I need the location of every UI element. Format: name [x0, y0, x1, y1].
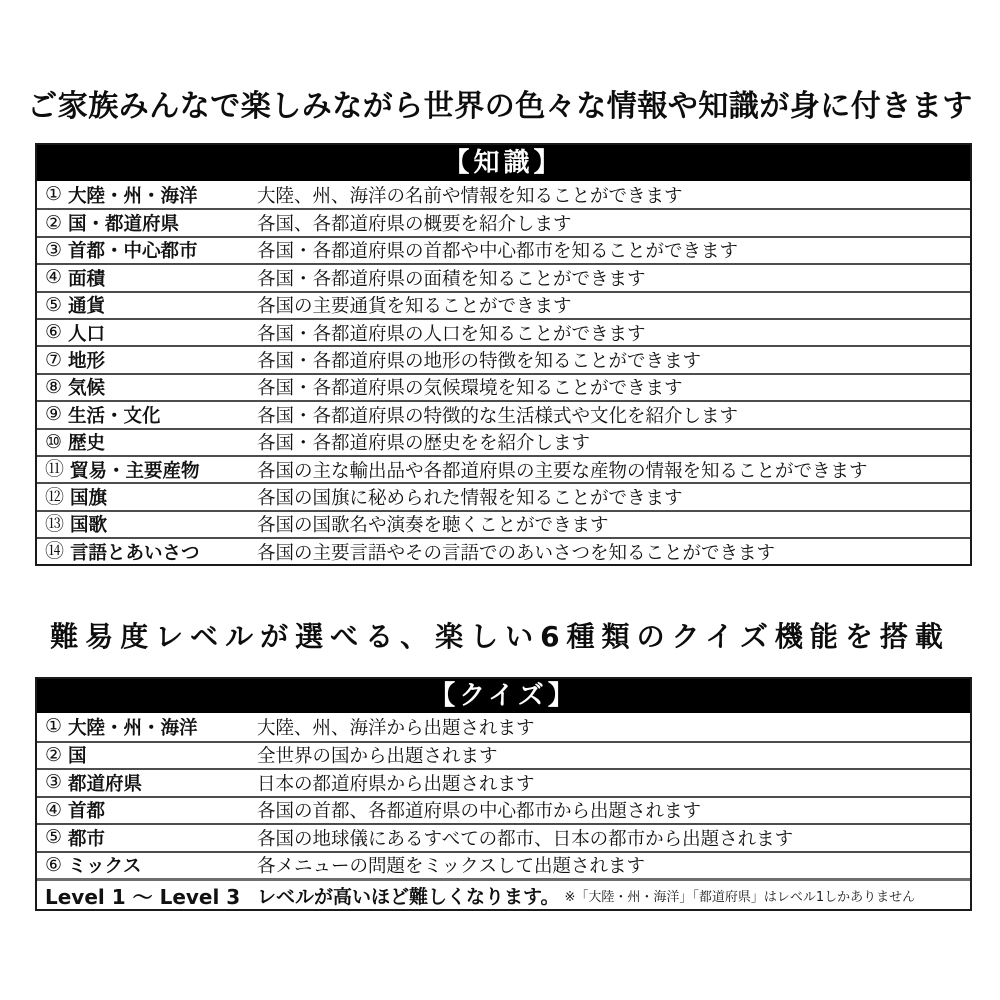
row-label — [45, 511, 257, 537]
row-number: ⑬ — [45, 512, 65, 535]
knowledge-row — [37, 482, 970, 509]
level-description: レベルが高いほど難しくなります。 — [257, 885, 560, 908]
row-description: 各国、各都道府県の概要を紹介します — [257, 214, 572, 236]
knowledge-row — [37, 263, 970, 290]
row-number: ③ — [45, 771, 63, 794]
knowledge-row — [37, 345, 970, 372]
row-label — [45, 539, 257, 565]
row-label — [45, 770, 257, 796]
row-number: ⑭ — [45, 540, 65, 563]
row-label-text: 国・都道府県 — [68, 214, 180, 236]
knowledge-table-title: 【知識】 — [37, 145, 970, 181]
row-number: ⑤ — [45, 293, 63, 316]
row-label-text: 通貨 — [68, 296, 106, 318]
row-label — [45, 429, 257, 455]
row-number: ⑩ — [45, 430, 63, 453]
row-number: ⑤ — [45, 826, 63, 849]
level-range-label: Level 1 ～ Level 3 — [45, 884, 241, 909]
row-label-text: 大陸・州・海洋 — [68, 717, 198, 739]
row-label-text: 首都・中心都市 — [68, 241, 198, 263]
row-number: ⑨ — [45, 403, 63, 426]
knowledge-row — [37, 428, 970, 455]
row-number: ① — [45, 715, 63, 738]
row-label — [45, 292, 257, 318]
row-label-text: 歴史 — [68, 433, 106, 455]
row-label — [45, 182, 257, 208]
row-label — [45, 742, 257, 768]
row-number: ⑪ — [45, 458, 65, 481]
row-description: 各国・各都道府県の歴史をを紹介します — [257, 433, 591, 455]
row-label — [45, 347, 257, 373]
row-label-text: 国 — [68, 746, 87, 768]
knowledge-row — [37, 537, 970, 564]
row-label-text: 都市 — [68, 828, 106, 850]
knowledge-row — [37, 455, 970, 482]
row-number: ⑦ — [45, 348, 63, 371]
row-label-text: 首都 — [68, 801, 106, 823]
row-label-text: 国旗 — [70, 488, 108, 509]
row-description: 各国・各都道府県の気候環境を知ることができます — [257, 378, 683, 400]
row-description: 各国・各都道府県の面積を知ることができます — [257, 268, 646, 290]
level-note: ※「大陸・州・海洋」「都道府県」はレベル1しかありません — [564, 889, 916, 905]
row-label — [45, 714, 257, 740]
row-number: ② — [45, 743, 63, 766]
row-description: 各国の国旗に秘められた情報を知ることができます — [257, 488, 683, 509]
knowledge-table — [35, 143, 972, 566]
row-number: ④ — [45, 266, 63, 289]
quiz-row — [37, 713, 970, 741]
row-description: 各国の主要言語やその言語でのあいさつを知ることができます — [257, 542, 776, 564]
quiz-row — [37, 768, 970, 796]
knowledge-row — [37, 291, 970, 318]
row-number: ③ — [45, 238, 63, 261]
knowledge-row — [37, 181, 970, 208]
row-description: 各国の国歌名や演奏を聴くことができます — [257, 515, 609, 537]
row-description: 各国の地球儀にあるすべての都市、日本の都市から出題されます — [257, 828, 794, 850]
row-label-text: ミックス — [68, 856, 142, 878]
row-description: 各国の首都、各都道府県の中心都市から出題されます — [257, 801, 702, 823]
quiz-level-row — [37, 878, 970, 909]
row-label — [45, 374, 257, 400]
knowledge-row — [37, 208, 970, 235]
row-description: 大陸、州、海洋の名前や情報を知ることができます — [257, 185, 683, 207]
quiz-section-heading: 難易度レベルが選べる、楽しい6種類のクイズ機能を搭載 — [50, 620, 950, 653]
row-label — [45, 825, 257, 851]
knowledge-row — [37, 318, 970, 345]
knowledge-row — [37, 400, 970, 427]
row-number: ① — [45, 183, 63, 206]
row-number: ⑥ — [45, 321, 63, 344]
row-number: ④ — [45, 798, 63, 821]
row-description: 全世界の国から出題されます — [257, 746, 498, 768]
row-label-text: 面積 — [68, 268, 106, 290]
row-label — [45, 320, 257, 346]
row-label — [45, 484, 257, 510]
row-description: 各国・各都道府県の地形の特徴を知ることができます — [257, 351, 702, 373]
row-label-text: 貿易・主要産物 — [70, 460, 200, 482]
quiz-row — [37, 741, 970, 769]
row-label-text: 人口 — [68, 323, 106, 345]
quiz-table — [35, 677, 972, 911]
row-label-text: 国歌 — [70, 515, 108, 537]
quiz-row — [37, 823, 970, 851]
row-label — [45, 210, 257, 236]
knowledge-section-heading: ご家族みんなで楽しみながら世界の色々な情報や知識が身に付きます — [27, 89, 973, 124]
row-description: 各国の主な輸出品や各都道府県の主要な産物の情報を知ることができます — [257, 460, 868, 482]
row-label-text: 都道府県 — [68, 773, 143, 795]
row-label — [45, 265, 257, 291]
row-label — [45, 457, 257, 483]
row-description: 各メニューの問題をミックスして出題されます — [257, 856, 645, 878]
row-label-text: 気候 — [68, 378, 106, 400]
row-label — [45, 852, 257, 878]
row-label — [45, 402, 257, 428]
row-description: 各国・各都道府県の人口を知ることができます — [257, 323, 646, 345]
row-description: 各国・各都道府県の特徴的な生活様式や文化を紹介します — [257, 405, 739, 427]
row-number: ⑥ — [45, 853, 63, 876]
row-description: 日本の都道府県から出題されます — [257, 773, 535, 795]
row-label — [45, 797, 257, 823]
knowledge-row — [37, 373, 970, 400]
row-label — [45, 237, 257, 263]
row-label-text: 言語とあいさつ — [70, 542, 200, 564]
quiz-row — [37, 851, 970, 879]
row-description: 各国・各都道府県の首都や中心都市を知ることができます — [257, 241, 739, 263]
row-label-text: 地形 — [68, 351, 106, 373]
row-description: 各国の主要通貨を知ることができます — [257, 296, 572, 318]
row-label-text: 生活・文化 — [68, 405, 161, 427]
row-label-text: 大陸・州・海洋 — [68, 185, 198, 207]
row-number: ⑫ — [45, 485, 65, 508]
row-description: 大陸、州、海洋から出題されます — [257, 717, 535, 739]
row-number: ② — [45, 211, 63, 234]
knowledge-row — [37, 510, 970, 537]
quiz-table-title: 【クイズ】 — [37, 679, 970, 713]
quiz-row — [37, 796, 970, 824]
row-number: ⑧ — [45, 375, 63, 398]
knowledge-row — [37, 236, 970, 263]
